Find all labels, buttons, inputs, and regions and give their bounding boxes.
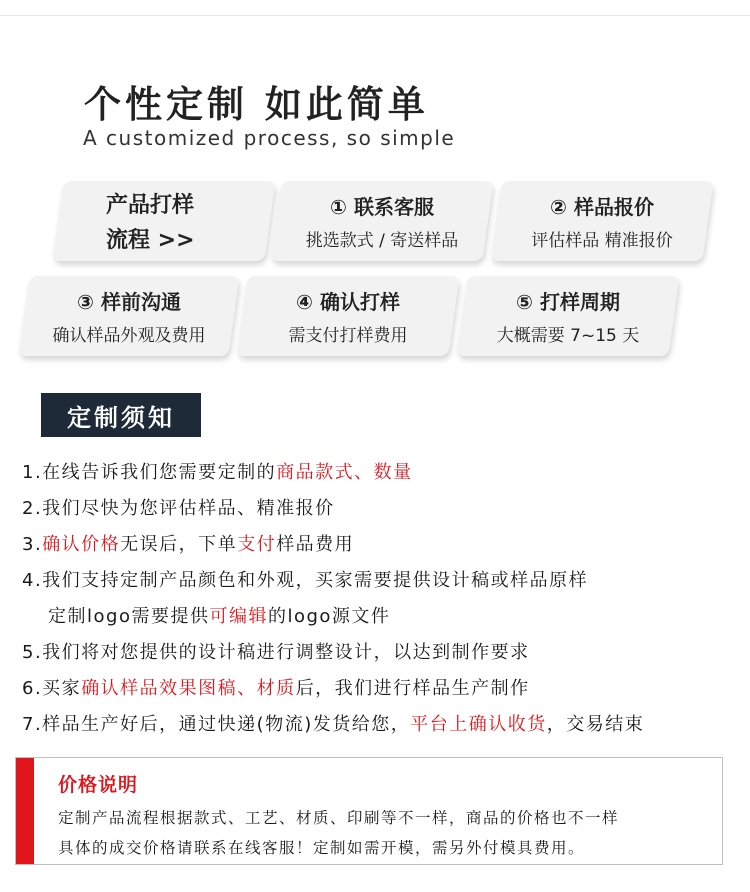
notice-text: 5.我们将对您提供的设计稿进行调整设计，以达到制作要求 [22,642,530,663]
step-subtitle: 流程 >> [106,228,195,253]
notice-highlight: 平台上确认收货 [410,714,547,735]
notice-text: 样品费用 [276,534,355,555]
notice-item [22,671,742,707]
price-text-line: 定制产品流程根据款式、工艺、材质、印刷等不一样，商品的价格也不一样 [58,809,620,827]
page-subtitle: A customized process, so simple [83,126,456,150]
notice-text: 4.我们支持定制产品颜色和外观，买家需要提供设计稿或样品原样 [22,570,589,591]
notice-list [22,455,742,743]
notice-item [22,563,742,599]
page-title: 个性定制 如此简单 [84,83,429,126]
notice-text: 7.样品生产好后，通过快递(物流)发货给您， [22,714,411,735]
step-card-2 [496,181,708,261]
step-card-1 [276,181,488,261]
step-title: ② 样品报价 [550,195,654,219]
price-explanation-box [15,757,723,865]
notice-item [22,599,742,635]
notice-text: 后，我们进行样品生产制作 [295,678,530,699]
notice-text: 6.买家 [22,678,82,699]
notice-text: 定制logo需要提供 [48,606,210,627]
step-card-5 [462,276,674,356]
step-title: 产品打样 [106,193,195,218]
notice-text: 1.在线告诉我们您需要定制的 [22,462,277,483]
step-description: 需支付打样费用 [288,326,408,346]
notice-item [22,455,742,491]
top-divider [0,15,750,16]
step-description: 确认样品外观及费用 [52,326,206,346]
notice-item [22,491,742,527]
notice-text: 3. [22,534,43,555]
notice-text: 2.我们尽快为您评估样品、精准报价 [22,498,335,519]
step-title: ① 联系客服 [330,195,434,219]
price-accent-bar [16,758,34,864]
step-card-3 [24,276,234,356]
step-card-4 [242,276,454,356]
step-title: ⑤ 打样周期 [516,290,620,314]
notice-section-label: 定制须知 [41,393,201,437]
notice-item [22,635,742,671]
step-description: 挑选款式 / 寄送样品 [305,231,459,251]
step-description: 大概需要 7~15 天 [496,326,640,346]
notice-item [22,707,742,743]
notice-highlight: 确认样品效果图稿、材质 [81,678,296,699]
step-card-intro [58,181,270,261]
notice-item [22,527,742,563]
notice-text: ，交易结束 [546,714,645,735]
step-title: ④ 确认打样 [296,290,400,314]
notice-highlight: 可编辑 [209,606,268,627]
step-title: ③ 样前沟通 [77,290,181,314]
price-title: 价格说明 [58,774,139,796]
price-text-line: 具体的成交价格请联系在线客服！定制如需开模，需另外付模具费用。 [58,839,586,857]
notice-highlight: 商品款式、数量 [276,462,413,483]
notice-text: 无误后，下单 [120,534,238,555]
notice-highlight: 支付 [237,534,277,555]
notice-text: 的logo源文件 [267,606,391,627]
step-description: 评估样品 精准报价 [531,231,673,251]
notice-highlight: 确认价格 [42,534,121,555]
